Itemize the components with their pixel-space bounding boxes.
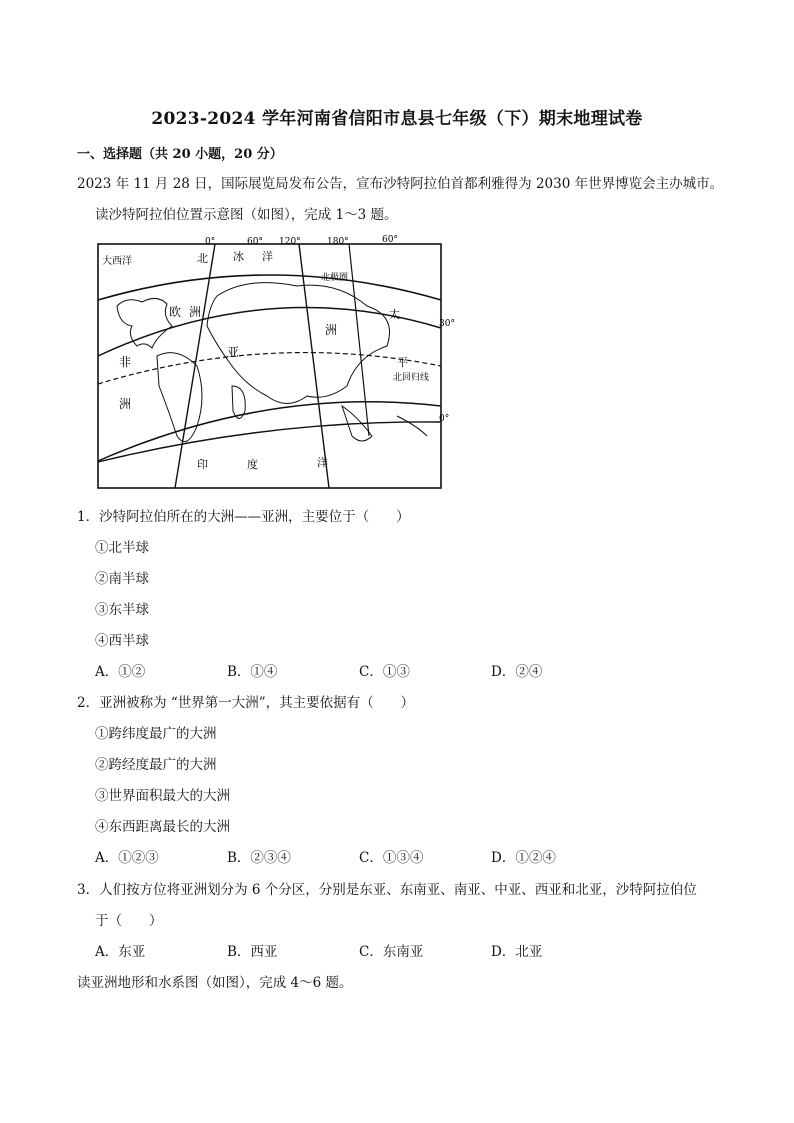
saudi-location-map [97, 235, 455, 489]
question-1-stem: 1．沙特阿拉伯所在的大洲——亚洲，主要位于（ ） [77, 509, 410, 525]
choice-c[interactable]: C．①③ [359, 664, 410, 680]
choice-a[interactable]: A．①② [95, 664, 146, 680]
africa-label: 非 [119, 355, 132, 369]
indian-ocean-label: 印 [197, 458, 208, 471]
lon-label: 60° [247, 237, 263, 247]
choice-d[interactable]: D．北亚 [491, 944, 543, 960]
atlantic-ocean-label: 大西洋 [102, 256, 132, 267]
indian-ocean-label: 度 [247, 458, 258, 471]
choice-b[interactable]: B．①④ [227, 664, 278, 680]
lon-label: 120° [279, 237, 301, 247]
question-2-item: ①跨纬度最广的大洲 [95, 726, 217, 742]
choice-b[interactable]: B．②③④ [227, 850, 291, 866]
lon-label: 0° [205, 237, 216, 247]
question-1-item: ③东半球 [95, 602, 149, 618]
question-2-item: ②跨经度最广的大洲 [95, 757, 217, 773]
question-1-item: ②南半球 [95, 571, 149, 587]
choice-c[interactable]: C．①③④ [359, 850, 424, 866]
question-1-item: ①北半球 [95, 540, 149, 556]
choice-d[interactable]: D．②④ [491, 664, 543, 680]
arctic-ocean-label: 北 [197, 252, 208, 265]
lat-label: 0° [439, 414, 450, 424]
question-1-item: ④西半球 [95, 633, 149, 649]
question-2-item: ④东西距离最长的大洲 [95, 819, 230, 835]
choice-c[interactable]: C．东南亚 [359, 944, 424, 960]
question-3-choices [95, 943, 695, 961]
section-heading: 一、选择题（共 20 小题，20 分） [77, 147, 283, 162]
indian-ocean-label: 洋 [317, 456, 328, 469]
tropic-cancer-label: 北回归线 [393, 373, 430, 383]
lon-label: 180° [327, 237, 349, 247]
question-2-choices [95, 849, 695, 867]
question-1-choices [95, 663, 695, 681]
asia-label: 洲 [325, 323, 338, 337]
choice-a[interactable]: A．东亚 [95, 944, 146, 960]
arctic-ocean-label: 冰 [233, 250, 244, 263]
lat-label: 30° [439, 319, 455, 329]
question-2-item: ③世界面积最大的大洲 [95, 788, 230, 804]
arctic-circle-label: 北极圈 [321, 273, 349, 283]
choice-b[interactable]: B．西亚 [227, 944, 278, 960]
pacific-ocean-label: 平 [397, 356, 408, 369]
page-title: 2023-2024 学年河南省信阳市息县七年级（下）期末地理试卷 [151, 109, 643, 129]
question-3-stem-cont: 于（ ） [95, 913, 163, 929]
europe-label: 欧 [169, 305, 182, 319]
pacific-ocean-label: 太 [389, 308, 400, 321]
question-2-stem: 2．亚洲被称为 “世界第一大洲”，其主要依据有（ ） [77, 695, 415, 711]
choice-d[interactable]: D．①②④ [491, 850, 556, 866]
arctic-ocean-label: 洋 [262, 250, 273, 263]
africa-label: 洲 [119, 397, 132, 411]
map-instruction: 读沙特阿拉伯位置示意图（如图），完成 1～3 题。 [95, 207, 398, 223]
intro-text: 2023 年 11 月 28 日，国际展览局发布公告，宣布沙特阿拉伯首都利雅得为 2030 年世界博览会主办城市。 [77, 176, 724, 192]
europe-label: 洲 [189, 305, 202, 319]
next-map-instruction: 读亚洲地形和水系图（如图），完成 4～6 题。 [77, 975, 353, 991]
choice-a[interactable]: A．①②③ [95, 850, 159, 866]
question-3-stem: 3．人们按方位将亚洲划分为 6 个分区，分别是东亚、东南亚、南亚、中亚、西亚和北亚，沙特阿拉伯位 [77, 882, 697, 898]
asia-label: 亚 [227, 345, 240, 359]
lon-label: 60° [382, 235, 398, 245]
